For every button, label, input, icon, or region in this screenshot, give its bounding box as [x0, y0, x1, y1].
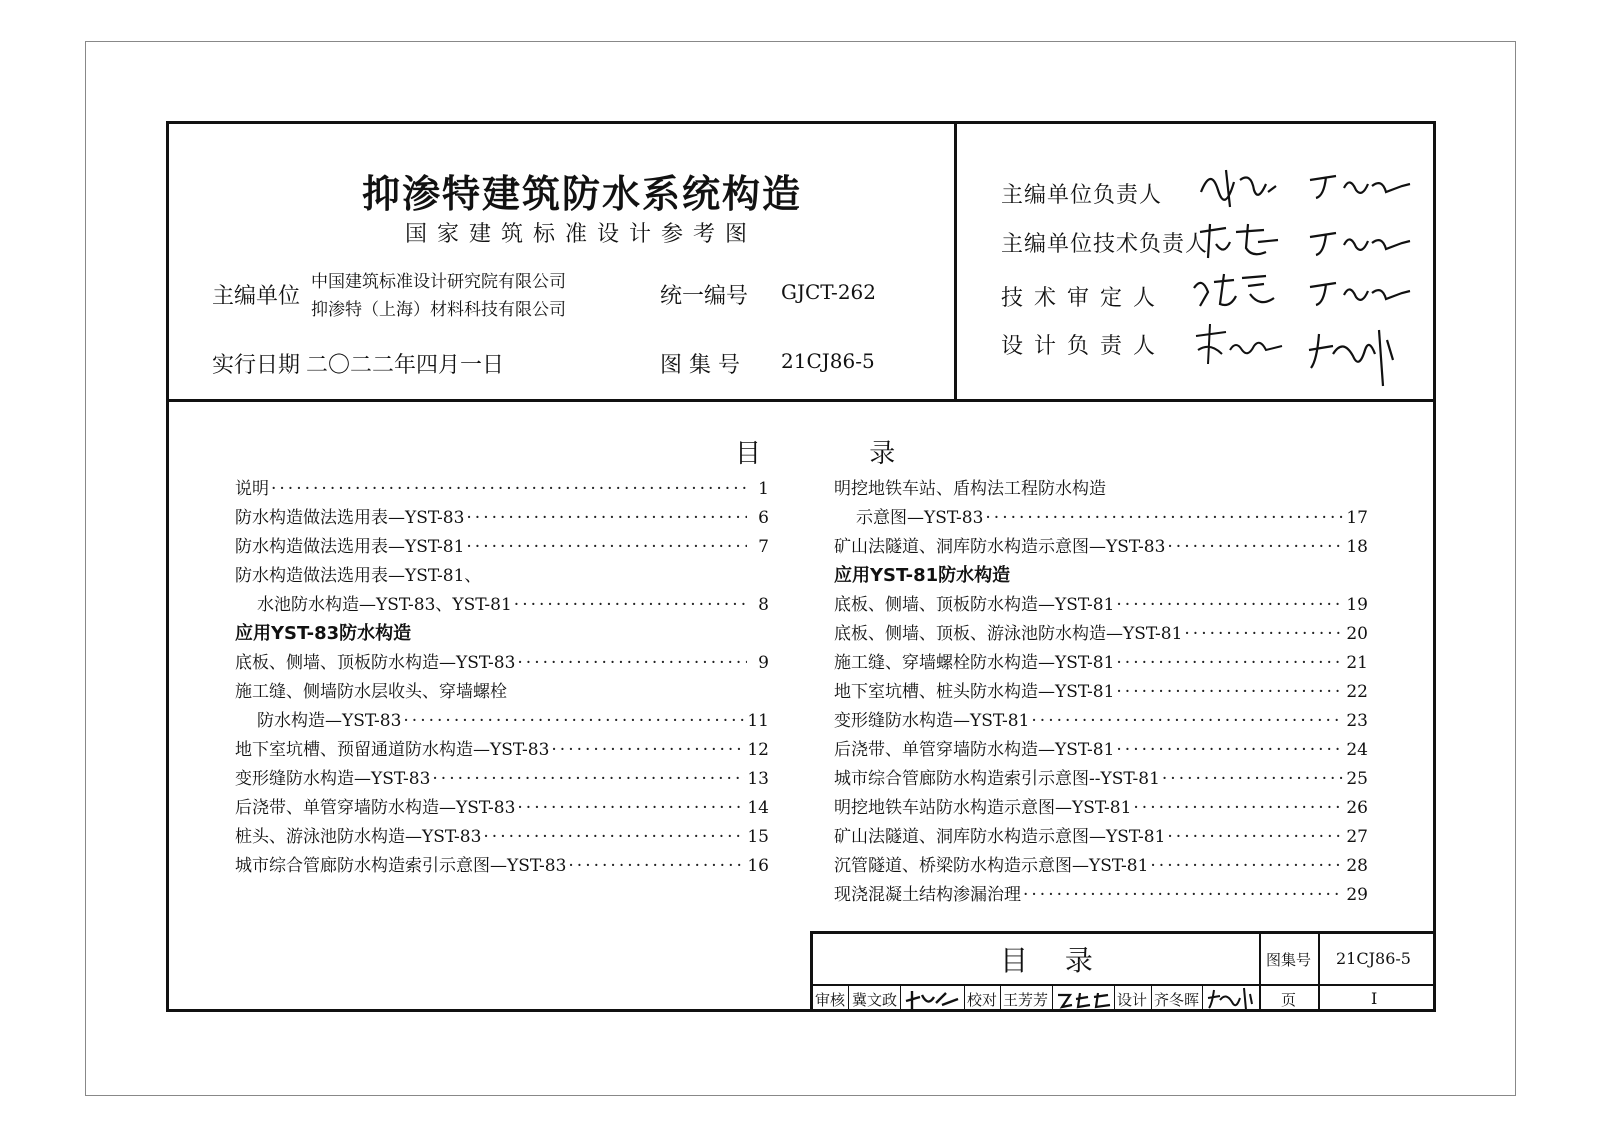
toc-entry-page: 6 — [758, 508, 769, 528]
toc-entry-text: 说明 — [235, 479, 269, 499]
date-label: 实行日期 — [212, 353, 301, 378]
toc-leader-dots — [1167, 827, 1344, 847]
toc-entry-page: 14 — [747, 798, 769, 818]
toc-entry[interactable] — [235, 590, 769, 619]
toc-entry-text: 变形缝防水构造—YST-83 — [235, 769, 431, 789]
toc-entry-page: 17 — [1346, 508, 1368, 528]
toc-entry-page: 27 — [1346, 827, 1368, 847]
toc-entry-text: 桩头、游泳池防水构造—YST-83 — [235, 827, 482, 847]
toc-entry-text: 示意图—YST-83 — [856, 508, 984, 528]
toc-entry-text: 底板、侧墙、顶板防水构造—YST-83 — [235, 653, 516, 673]
header-divider-horizontal — [166, 399, 1436, 402]
toc-entry-text: 矿山法隧道、洞库防水构造示意图—YST-81 — [834, 827, 1166, 847]
tb-design-label: 设计 — [1117, 991, 1148, 1009]
tb-review-name: 冀文政 — [852, 991, 898, 1009]
signature-design-head — [1190, 320, 1290, 370]
chief-unit-head-label: 主编单位负责人 — [1001, 183, 1163, 208]
toc-entry[interactable] — [834, 648, 1368, 677]
toc-entry[interactable] — [834, 764, 1368, 793]
toc-entry[interactable] — [834, 619, 1368, 648]
tb-sheet-title: 目 录 — [1000, 944, 1107, 977]
toc-entry[interactable] — [235, 764, 769, 793]
toc-entry-text: 施工缝、穿墙螺栓防水构造—YST-81 — [834, 653, 1115, 673]
toc-entry[interactable] — [235, 532, 769, 561]
toc-entry-text: 底板、侧墙、顶板、游泳池防水构造—YST-81 — [834, 624, 1183, 644]
toc-leader-dots — [1116, 653, 1344, 673]
toc-entry-page: 21 — [1346, 653, 1368, 673]
toc-entry-text: 施工缝、侧墙防水层收头、穿墙螺栓 — [235, 682, 507, 702]
toc-entry-page: 23 — [1346, 711, 1368, 731]
toc-entry-text: 地下室坑槽、预留通道防水构造—YST-83 — [235, 740, 550, 760]
toc-leader-dots — [1184, 624, 1344, 644]
toc-entry-text: 防水构造—YST-83 — [257, 711, 402, 731]
signature-technical-reviewer — [1190, 268, 1285, 312]
toc-entry-text: 应用YST-83防水构造 — [235, 623, 412, 644]
tb-sep — [1151, 984, 1152, 1012]
toc-leader-dots — [1133, 798, 1344, 818]
tb-page-no: I — [1371, 989, 1378, 1008]
editor-unit-1: 中国建筑标准设计研究院有限公司 — [311, 272, 566, 292]
toc-leader-dots — [466, 537, 747, 557]
toc-entry[interactable] — [235, 474, 769, 503]
toc-entry[interactable] — [834, 822, 1368, 851]
toc-entry-page: 19 — [1346, 595, 1368, 615]
toc-right-column — [834, 474, 1368, 909]
tb-mid-line — [810, 984, 1436, 986]
toc-entry-page: 16 — [747, 856, 769, 876]
toc-entry-text: 应用YST-81防水构造 — [834, 565, 1011, 586]
signature-chief-unit-head — [1196, 162, 1286, 212]
document-title: 抑渗特建筑防水系统构造 — [362, 172, 803, 216]
toc-entry-page: 9 — [758, 653, 769, 673]
toc-entry[interactable] — [235, 735, 769, 764]
toc-leader-dots — [271, 479, 747, 499]
toc-leader-dots — [1162, 769, 1344, 789]
toc-entry-text: 后浇带、单管穿墙防水构造—YST-83 — [235, 798, 516, 818]
toc-entry[interactable] — [834, 503, 1368, 532]
toc-leader-dots — [551, 740, 745, 760]
toc-entry-page: 8 — [758, 595, 769, 615]
toc-entry-page: 12 — [747, 740, 769, 760]
toc-leader-dots — [432, 769, 745, 789]
tb-col-line-1 — [1259, 931, 1261, 1012]
tb-check-label: 校对 — [967, 991, 998, 1009]
toc-entry-text: 变形缝防水构造—YST-81 — [834, 711, 1030, 731]
tb-check-name: 王芳芳 — [1003, 991, 1049, 1009]
toc-entry[interactable] — [834, 532, 1368, 561]
toc-leader-dots — [985, 508, 1344, 528]
tb-atlas-label: 图集号 — [1266, 951, 1312, 969]
toc-entry-text: 明挖地铁车站防水构造示意图—YST-81 — [834, 798, 1132, 818]
toc-section-heading — [834, 561, 1368, 590]
document-subtitle: 国家建筑标准设计参考图 — [405, 222, 758, 247]
technical-reviewer-label: 技术审定人 — [1001, 286, 1167, 311]
toc-leader-dots — [568, 856, 745, 876]
toc-left-column — [235, 474, 769, 880]
chief-unit-tech-head-label: 主编单位技术负责人 — [1001, 232, 1209, 257]
tb-page-label: 页 — [1281, 991, 1297, 1009]
toc-leader-dots — [1116, 595, 1344, 615]
signature-technical-reviewer-2 — [1306, 275, 1416, 311]
toc-entry[interactable] — [834, 706, 1368, 735]
toc-entry[interactable] — [834, 880, 1368, 909]
toc-entry-page: 1 — [758, 479, 769, 499]
editor-label: 主编单位 — [212, 284, 301, 309]
toc-section-heading — [235, 619, 769, 648]
tb-review-signature — [904, 987, 962, 1015]
signature-tech-head-2 — [1306, 225, 1416, 261]
toc-leader-dots — [466, 508, 747, 528]
toc-entry-text: 城市综合管廊防水构造索引示意图--YST-81 — [834, 769, 1160, 789]
toc-entry[interactable] — [235, 822, 769, 851]
toc-leader-dots — [514, 595, 747, 615]
toc-entry-page: 20 — [1346, 624, 1368, 644]
toc-title: 目 录 — [735, 439, 946, 469]
toc-leader-dots — [1167, 537, 1344, 557]
tb-sep — [900, 984, 901, 1012]
toc-entry-text: 城市综合管廊防水构造索引示意图—YST-83 — [235, 856, 567, 876]
toc-entry[interactable] — [235, 503, 769, 532]
signature-chief-unit-head-2 — [1306, 168, 1416, 204]
tb-col-line-2 — [1318, 931, 1320, 1012]
toc-entry-text: 水池防水构造—YST-83、YST-81 — [257, 595, 512, 615]
atlas-no-label: 图 集 号 — [660, 353, 740, 378]
toc-entry-page: 22 — [1346, 682, 1368, 702]
toc-leader-dots — [483, 827, 745, 847]
tb-sep — [1052, 984, 1053, 1012]
tb-check-signature — [1056, 989, 1112, 1015]
toc-entry-page: 7 — [758, 537, 769, 557]
toc-entry-page: 11 — [747, 711, 769, 731]
toc-entry[interactable] — [834, 851, 1368, 880]
toc-leader-dots — [1023, 885, 1344, 905]
toc-entry-text: 防水构造做法选用表—YST-81、 — [235, 566, 482, 586]
toc-entry[interactable] — [834, 677, 1368, 706]
tb-top-border — [810, 931, 1436, 934]
toc-leader-dots — [517, 798, 745, 818]
toc-entry[interactable] — [235, 851, 769, 880]
signature-tech-head — [1196, 218, 1286, 262]
toc-entry[interactable] — [834, 793, 1368, 822]
toc-entry-text: 后浇带、单管穿墙防水构造—YST-81 — [834, 740, 1115, 760]
tb-review-label: 审核 — [815, 991, 846, 1009]
toc-entry-text: 防水构造做法选用表—YST-83 — [235, 508, 465, 528]
tb-sep — [848, 984, 849, 1012]
tb-sep — [1202, 984, 1203, 1012]
tb-atlas-no: 21CJ86-5 — [1336, 949, 1411, 968]
tb-design-signature — [1206, 986, 1256, 1016]
title-block — [810, 931, 1436, 1012]
toc-entry[interactable] — [834, 590, 1368, 619]
toc-leader-dots — [1116, 682, 1344, 702]
tb-sep — [1000, 984, 1001, 1012]
toc-entry[interactable] — [834, 474, 1368, 503]
toc-entry[interactable] — [235, 793, 769, 822]
toc-entry[interactable] — [834, 735, 1368, 764]
design-head-label: 设计负责人 — [1001, 334, 1167, 359]
toc-leader-dots — [1116, 740, 1344, 760]
date-value: 二〇二二年四月一日 — [306, 353, 505, 378]
unified-no-value: GJCT-262 — [781, 280, 876, 304]
signature-design-head-2 — [1303, 320, 1403, 390]
toc-entry-text: 明挖地铁车站、盾构法工程防水构造 — [834, 479, 1106, 499]
toc-entry-page: 13 — [747, 769, 769, 789]
toc-entry-page: 24 — [1346, 740, 1368, 760]
toc-leader-dots — [1150, 856, 1344, 876]
toc-entry-page: 28 — [1346, 856, 1368, 876]
toc-entry-text: 现浇混凝土结构渗漏治理 — [834, 885, 1021, 905]
toc-entry-text: 地下室坑槽、桩头防水构造—YST-81 — [834, 682, 1115, 702]
toc-entry-page: 29 — [1346, 885, 1368, 905]
toc-entry-text: 防水构造做法选用表—YST-81 — [235, 537, 465, 557]
editor-unit-2: 抑渗特（上海）材料科技有限公司 — [311, 300, 566, 320]
tb-sep — [1114, 984, 1115, 1012]
toc-entry-text: 矿山法隧道、洞库防水构造示意图—YST-83 — [834, 537, 1166, 557]
toc-leader-dots — [517, 653, 747, 673]
toc-entry-page: 25 — [1346, 769, 1368, 789]
toc-entry[interactable] — [235, 706, 769, 735]
tb-left-border — [810, 931, 813, 1012]
toc-entry-page: 18 — [1346, 537, 1368, 557]
toc-entry[interactable] — [235, 677, 769, 706]
tb-design-name: 齐冬晖 — [1154, 991, 1200, 1009]
toc-leader-dots — [403, 711, 745, 731]
toc-entry[interactable] — [235, 648, 769, 677]
atlas-no-value: 21CJ86-5 — [781, 349, 875, 373]
header-divider-vertical — [954, 121, 957, 401]
toc-entry-text: 沉管隧道、桥梁防水构造示意图—YST-81 — [834, 856, 1149, 876]
toc-entry-page: 15 — [747, 827, 769, 847]
toc-entry[interactable] — [235, 561, 769, 590]
tb-sep — [964, 984, 965, 1012]
toc-leader-dots — [1031, 711, 1344, 731]
toc-entry-text: 底板、侧墙、顶板防水构造—YST-81 — [834, 595, 1115, 615]
unified-no-label: 统一编号 — [660, 284, 749, 309]
toc-entry-page: 26 — [1346, 798, 1368, 818]
